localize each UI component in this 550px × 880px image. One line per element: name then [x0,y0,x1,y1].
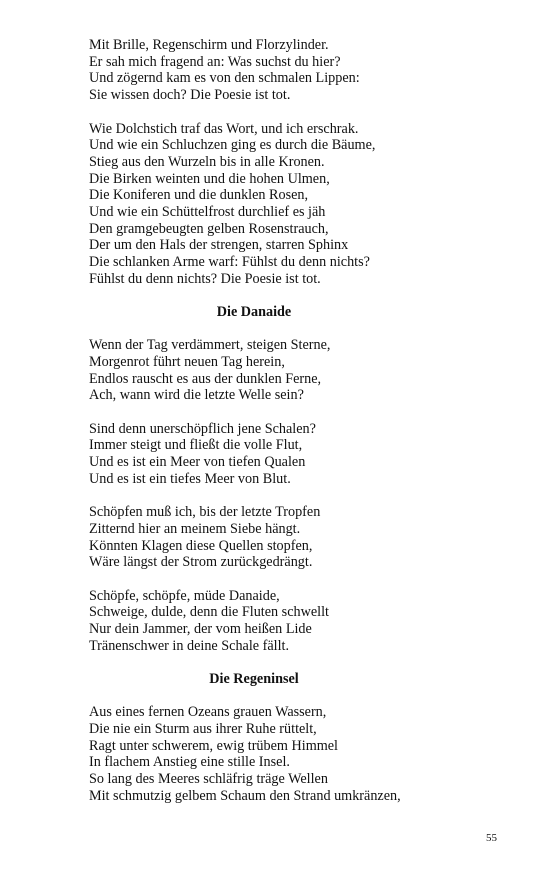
verse-line: Immer steigt und fließt die volle Flut, [89,437,303,454]
verse-line: Die nie ein Sturm aus ihrer Ruhe rüttelt, [89,720,317,737]
verse-line: Aus eines fernen Ozeans grauen Wassern, [89,704,327,721]
page-number: 55 [486,832,497,844]
verse-line: Er sah mich fragend an: Was suchst du hier? [89,53,341,70]
stanza [89,421,509,488]
poem-title: Die Danaide [216,303,292,320]
verse-line: Könnten Klagen diese Quellen stopfen, [89,537,313,554]
verse-line: So lang des Meeres schläfrig träge Wellen [89,771,328,788]
stanza [89,121,509,288]
verse-line: Fühlst du denn nichts? Die Poesie ist tot. [89,270,321,287]
verse-line: Nur dein Jammer, der vom heißen Lide [89,621,312,638]
verse-line: Schöpfe, schöpfe, müde Danaide, [89,587,280,604]
stanza [89,588,509,655]
stanza [89,504,509,571]
verse-line: Und wie ein Schluchzen ging es durch die Bäume, [89,137,376,154]
stanza-gap [89,488,509,505]
verse-line: Die Koniferen und die dunklen Rosen, [89,187,309,204]
verse-line: Tränenschwer in deine Schale fällt. [89,637,290,654]
verse-line: Wäre längst der Strom zurückgedrängt. [89,554,313,571]
verse-line: Wie Dolchstich traf das Wort, und ich erschrak. [89,120,359,137]
verse-line: Schöpfen muß ich, bis der letzte Tropfen [89,504,321,521]
verse-line: Schweige, dulde, denn die Fluten schwellt [89,604,329,621]
verse-line: Zitternd hier an meinem Siebe hängt. [89,520,301,537]
verse-line: Wenn der Tag verdämmert, steigen Sterne, [89,337,331,354]
verse-line: In flachem Anstieg eine stille Insel. [89,754,290,771]
verse-line: Mit Brille, Regenschirm und Florzylinder. [89,37,329,53]
stanza [89,37,509,104]
stanza-gap [89,404,509,421]
verse-line: Und es ist ein tiefes Meer von Blut. [89,470,291,487]
verse-line: Die schlanken Arme warf: Fühlst du denn nichts? [89,254,370,271]
verse-line: Die Birken weinten und die hohen Ulmen, [89,170,330,187]
stanza-gap [89,104,509,121]
verse-line: Stieg aus den Wurzeln bis in alle Kronen. [89,153,325,170]
verse-line: Und wie ein Schüttelfrost durchlief es jäh [89,204,326,221]
verse-line: Endlos rauscht es aus der dunklen Ferne, [89,370,322,387]
verse-line: Und zögernd kam es von den schmalen Lippen: [89,70,360,87]
verse-line: Sind denn unerschöpflich jene Schalen? [89,420,316,437]
verse-line: Den gramgebeugten gelben Rosenstrauch, [89,220,329,237]
stanza [89,337,509,404]
verse-line: Ragt unter schwerem, ewig trübem Himmel [89,737,339,754]
verse-line: Sie wissen doch? Die Poesie ist tot. [89,87,291,104]
stanza [89,704,509,804]
verse-line: Der um den Hals der strengen, starren Sphinx [89,237,349,254]
verse-line: Und es ist ein Meer von tiefen Qualen [89,454,306,471]
verse-line: Ach, wann wird die letzte Welle sein? [89,387,304,404]
verse-line: Morgenrot führt neuen Tag herein, [89,353,285,370]
stanza-gap [89,571,509,588]
verse-line: Mit schmutzig gelbem Schaum den Strand umkränzen, [89,787,401,804]
poem-title: Die Regeninsel [209,670,299,687]
page-body [89,37,509,804]
